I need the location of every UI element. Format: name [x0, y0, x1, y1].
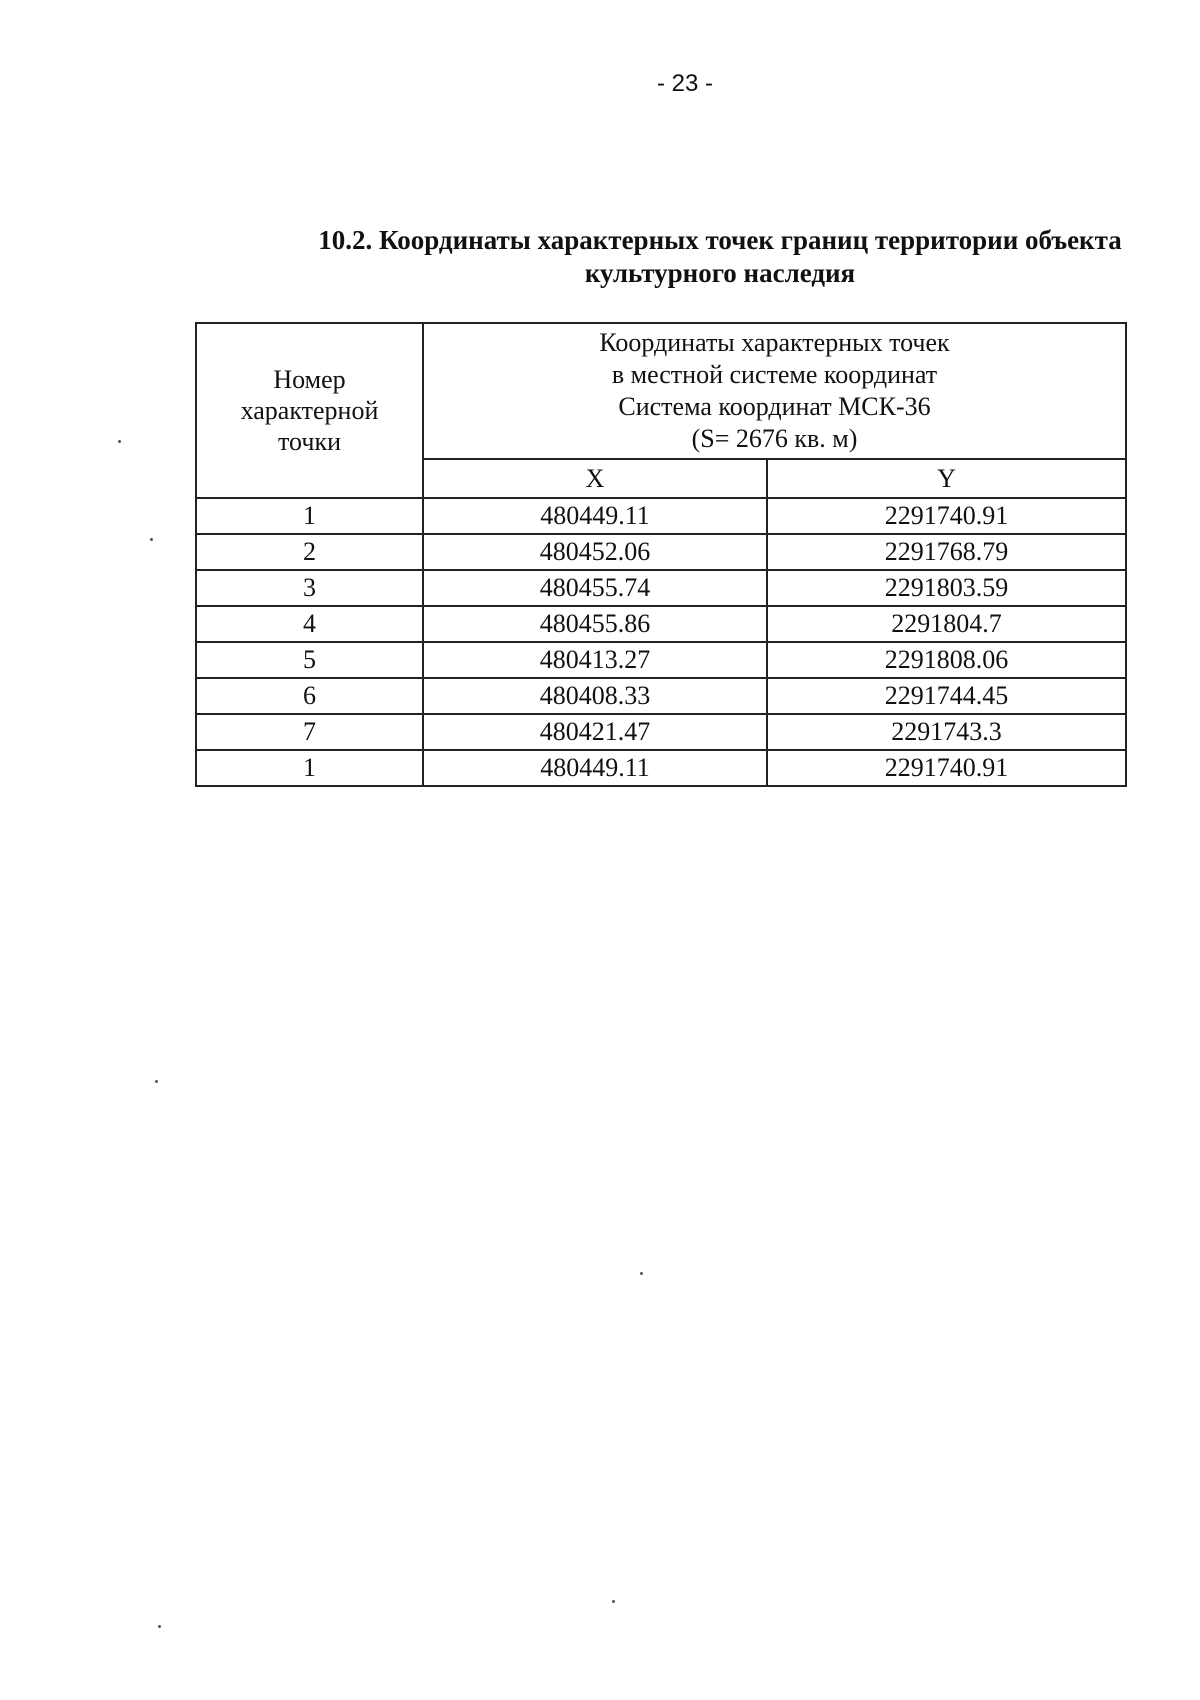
cell-point: 1 [196, 750, 423, 786]
scan-speck [158, 1625, 161, 1628]
cell-y: 2291740.91 [767, 750, 1126, 786]
cell-point: 3 [196, 570, 423, 606]
header-point-number [196, 323, 423, 498]
header-x: X [423, 459, 767, 498]
cell-point: 1 [196, 498, 423, 534]
cell-point: 4 [196, 606, 423, 642]
scan-speck [118, 440, 121, 443]
page-number: - 23 - [656, 70, 713, 97]
header-coordinates [423, 323, 1126, 459]
cell-y: 2291803.59 [767, 570, 1126, 606]
table-row [196, 678, 1126, 714]
cell-x: 480455.74 [423, 570, 767, 606]
coordinates-table [195, 322, 1127, 787]
header-coordinates-line: Координаты характерных точек [599, 328, 950, 358]
cell-y: 2291743.3 [767, 714, 1126, 750]
scan-speck [150, 538, 153, 541]
cell-x: 480408.33 [423, 678, 767, 714]
cell-point: 2 [196, 534, 423, 570]
header-coordinates-line: (S= 2676 кв. м) [691, 424, 858, 454]
cell-x: 480421.47 [423, 714, 767, 750]
table-row [196, 606, 1126, 642]
header-point-line: Номер [273, 365, 346, 394]
table-row [196, 570, 1126, 606]
table-row [196, 498, 1126, 534]
cell-y: 2291808.06 [767, 642, 1126, 678]
cell-x: 480452.06 [423, 534, 767, 570]
header-point-line: точки [278, 427, 341, 456]
cell-x: 480455.86 [423, 606, 767, 642]
cell-point: 7 [196, 714, 423, 750]
table-header-row [196, 323, 1126, 459]
table-row [196, 534, 1126, 570]
section-title: 10.2. Координаты характерных точек границ территории объекта культурного наследия [318, 225, 1122, 288]
cell-point: 6 [196, 678, 423, 714]
table-row [196, 714, 1126, 750]
scan-speck [155, 1080, 158, 1083]
header-y: Y [767, 459, 1126, 498]
table-row [196, 642, 1126, 678]
scan-speck [640, 1272, 643, 1275]
cell-y: 2291744.45 [767, 678, 1126, 714]
cell-y: 2291740.91 [767, 498, 1126, 534]
table-row [196, 750, 1126, 786]
scan-speck [612, 1600, 615, 1603]
header-coordinates-line: Система координат МСК-36 [618, 392, 931, 422]
cell-x: 480449.11 [423, 498, 767, 534]
cell-x: 480449.11 [423, 750, 767, 786]
cell-y: 2291804.7 [767, 606, 1126, 642]
cell-point: 5 [196, 642, 423, 678]
cell-y: 2291768.79 [767, 534, 1126, 570]
header-coordinates-line: в местной системе координат [611, 360, 938, 390]
header-point-line: характерной [240, 396, 379, 425]
cell-x: 480413.27 [423, 642, 767, 678]
